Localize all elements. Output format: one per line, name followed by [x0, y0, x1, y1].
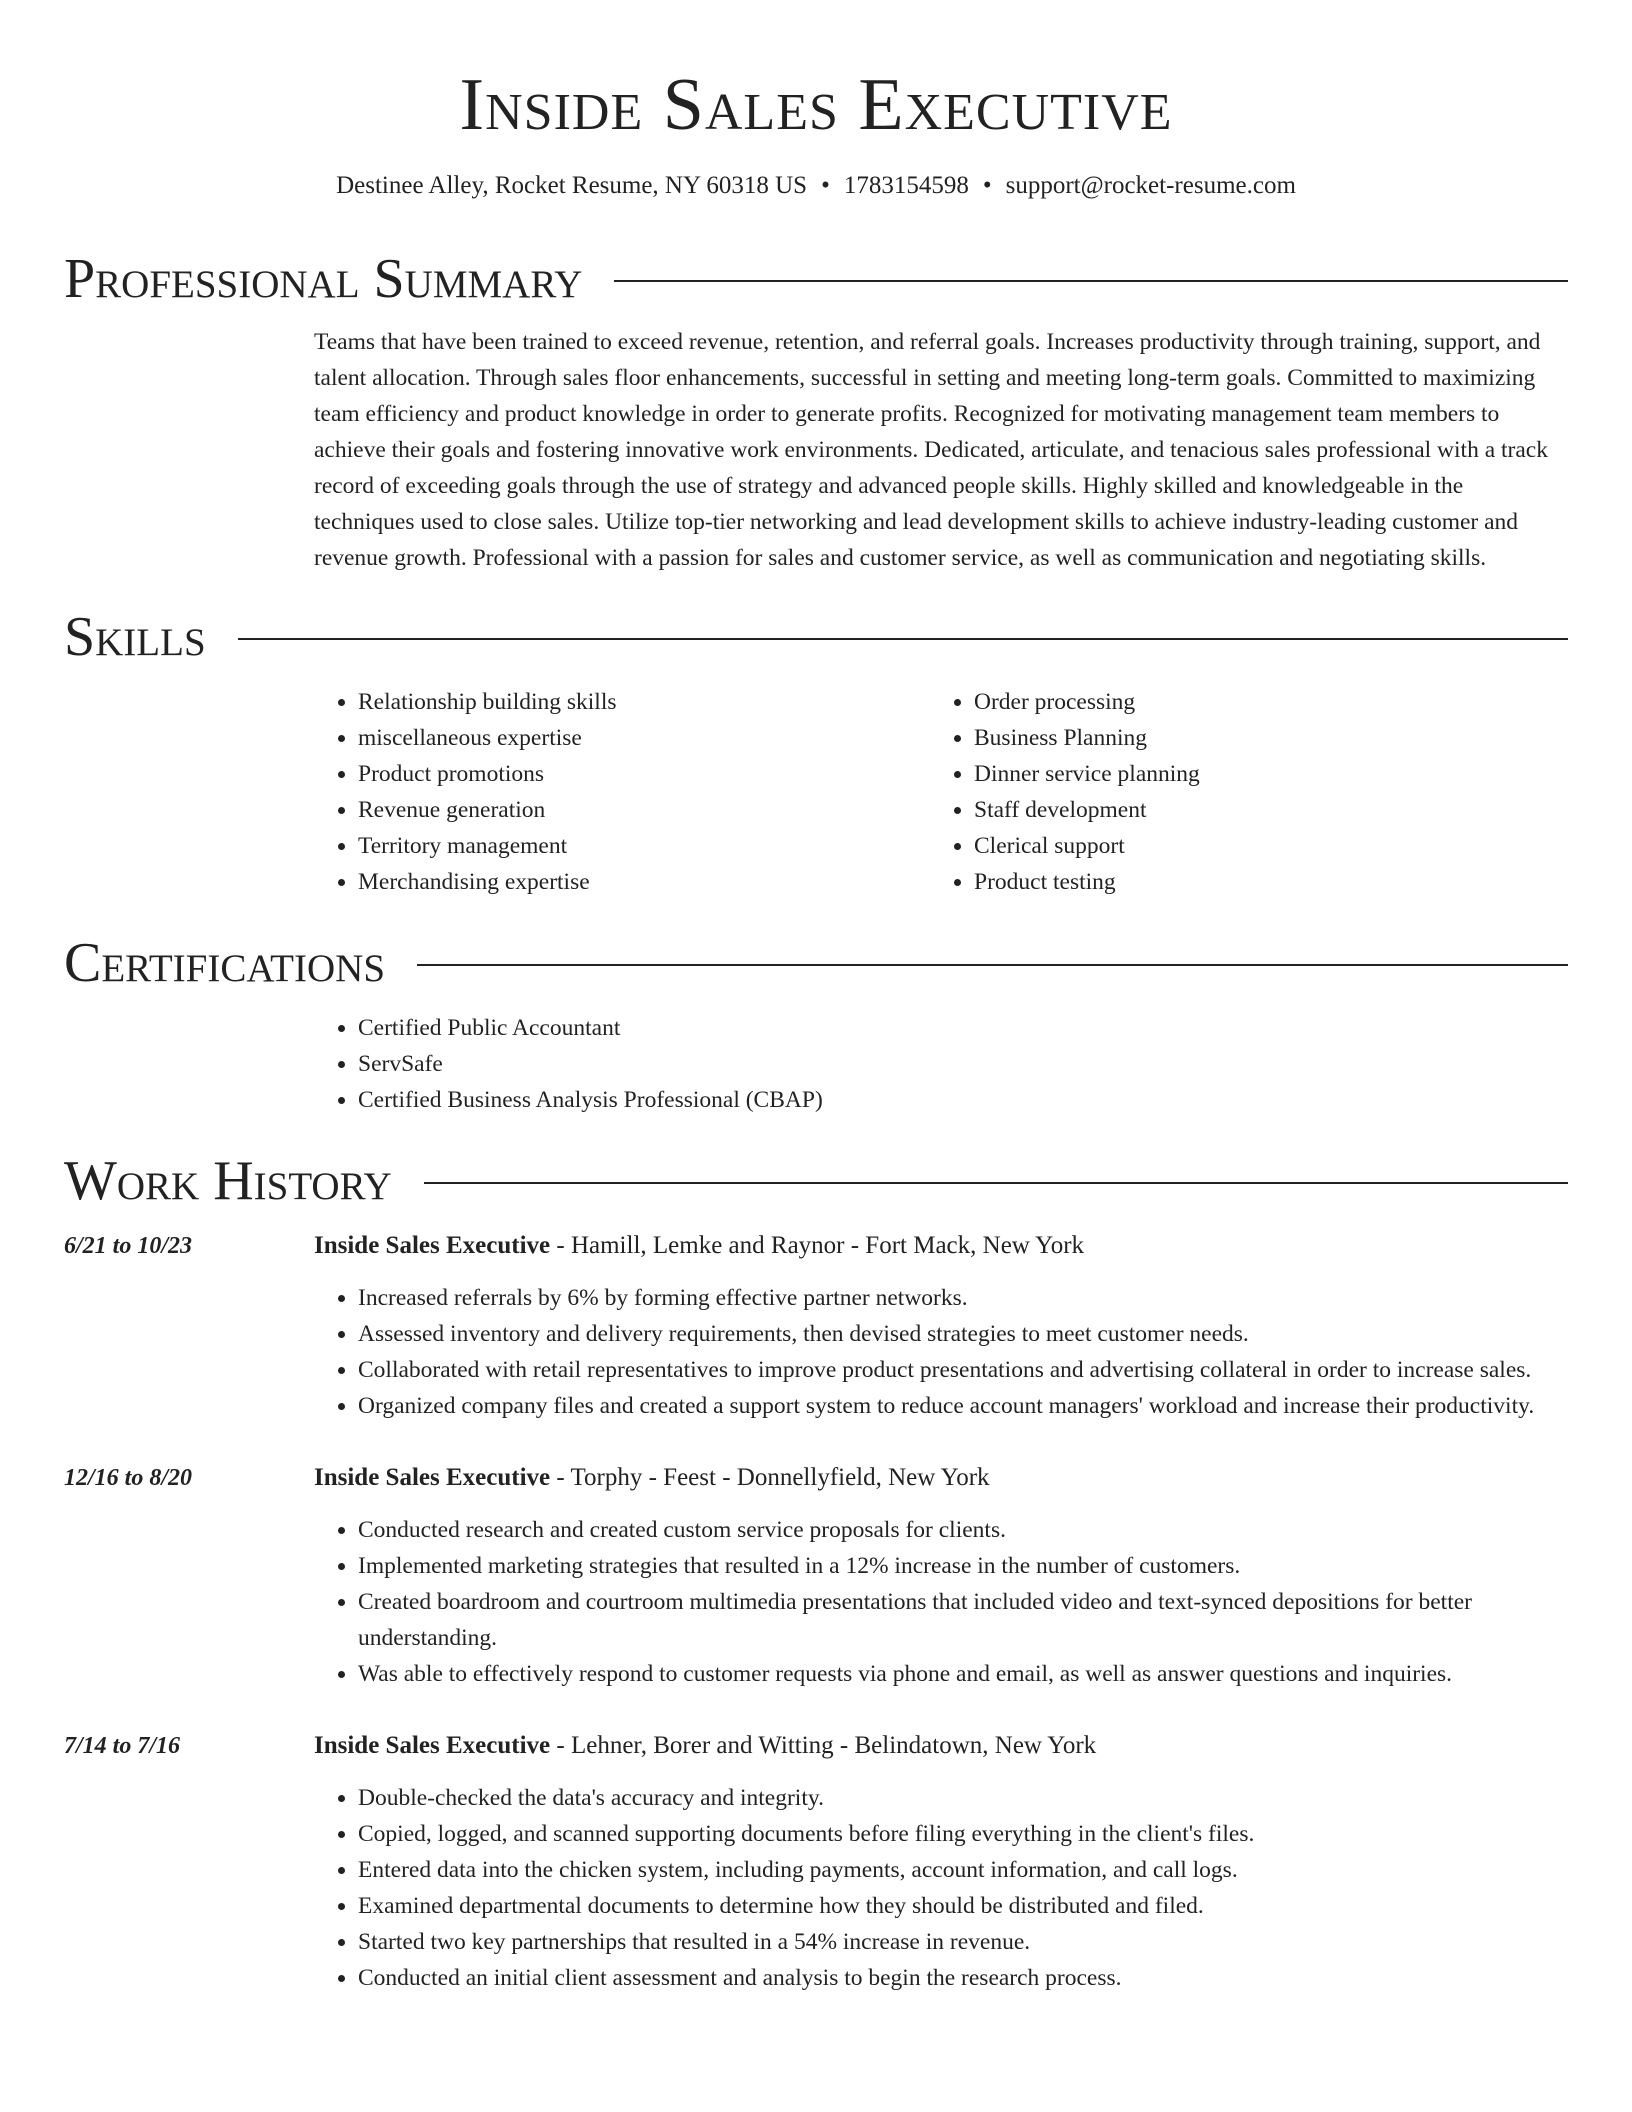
list-item: • Product testing	[974, 864, 1546, 900]
skills-grid	[314, 684, 1568, 900]
job-entry	[64, 1228, 1568, 1424]
skills-column-left	[314, 684, 930, 900]
certifications-body	[314, 1010, 1568, 1118]
section-header	[64, 930, 1568, 996]
contact-address: Destinee Alley, Rocket Resume, NY 60318 US	[336, 172, 808, 199]
list-item: • Entered data into the chicken system, including payments, account information, and call logs.	[358, 1852, 1568, 1888]
list-item: • Staff development	[974, 792, 1546, 828]
list-item: • Conducted an initial client assessment and analysis to begin the research process.	[358, 1960, 1568, 1996]
list-item: • Dinner service planning	[974, 756, 1546, 792]
contact-separator: •	[821, 172, 830, 199]
skills-column-right	[930, 684, 1546, 900]
summary-text: Teams that have been trained to exceed revenue, retention, and referral goals. Increases productivity through training, support, and talent allocation. Through sales floor enhancements, successful in setting and meeting long-term goals. Committed to maximizing team efficiency and product knowledge in order to generate profits. Recognized for motivating management team members to achieve their goals and fostering innovative work environments. Dedicated, articulate, and tenacious sales professional with a track record of exceeding goals through the use of strategy and advanced people skills. Highly skilled and knowledgeable in the techniques used to close sales. Utilize top-tier networking and lead development skills to achieve industry-leading customer and revenue growth. Professional with a passion for sales and customer service, as well as communication and negotiating skills.	[314, 329, 1548, 571]
list-item: • Business Planning	[974, 720, 1546, 756]
job-bullets	[314, 1512, 1568, 1692]
list-item: • Product promotions	[358, 756, 930, 792]
job-details	[314, 1228, 1568, 1424]
job-role: Inside Sales Executive	[314, 1464, 551, 1491]
list-item: • Double-checked the data's accuracy and integrity.	[358, 1780, 1568, 1816]
work-history-section	[64, 1148, 1568, 1996]
list-item: • Copied, logged, and scanned supporting documents before filing everything in the client's files.	[358, 1816, 1568, 1852]
list-item: • Revenue generation	[358, 792, 930, 828]
list-item: • Examined departmental documents to determine how they should be distributed and filed.	[358, 1888, 1568, 1924]
job-details	[314, 1460, 1568, 1692]
section-divider	[424, 1182, 1568, 1184]
section-title-work-history: Work History	[64, 1150, 392, 1212]
job-entry	[64, 1728, 1568, 1996]
list-item: • Territory management	[358, 828, 930, 864]
list-item: • ServSafe	[358, 1046, 1568, 1082]
job-entry	[64, 1460, 1568, 1692]
job-details	[314, 1728, 1568, 1996]
list-item: • Certified Business Analysis Professional (CBAP)	[358, 1082, 1568, 1118]
jobs-list	[64, 1228, 1568, 1996]
job-title-line	[314, 1728, 1568, 1764]
list-item: • Started two key partnerships that resulted in a 54% increase in revenue.	[358, 1924, 1568, 1960]
list-item: • Merchandising expertise	[358, 864, 930, 900]
list-item: • Clerical support	[974, 828, 1546, 864]
skills-section	[64, 604, 1568, 900]
job-bullets	[314, 1280, 1568, 1424]
section-title-skills: Skills	[64, 606, 206, 668]
list-item: • Assessed inventory and delivery requirements, then devised strategies to meet customer needs.	[358, 1316, 1568, 1352]
contact-line	[0, 170, 1632, 202]
list-item: • Order processing	[974, 684, 1546, 720]
contact-email: support@rocket-resume.com	[1005, 172, 1296, 199]
section-divider	[238, 638, 1568, 640]
certifications-section	[64, 930, 1568, 1118]
job-title-line	[314, 1228, 1568, 1264]
list-item: • Created boardroom and courtroom multimedia presentations that included video and text-synced depositions for better understanding.	[358, 1584, 1568, 1656]
job-role: Inside Sales Executive	[314, 1732, 551, 1759]
job-employer: - Torphy - Feest - Donnellyfield, New York	[550, 1464, 990, 1491]
list-item: • Conducted research and created custom service proposals for clients.	[358, 1512, 1568, 1548]
job-dates: 6/21 to 10/23	[64, 1233, 193, 1259]
section-header	[64, 246, 1568, 312]
list-item: • Increased referrals by 6% by forming effective partner networks.	[358, 1280, 1568, 1316]
summary-section	[64, 246, 1568, 576]
job-title-line	[314, 1460, 1568, 1496]
contact-phone: 1783154598	[843, 172, 969, 199]
list-item: • Collaborated with retail representatives to improve product presentations and advertising collateral in order to increase sales.	[358, 1352, 1568, 1388]
job-employer: - Lehner, Borer and Witting - Belindatown, New York	[550, 1732, 1097, 1759]
skills-list-right	[930, 684, 1546, 900]
contact-separator: •	[982, 172, 992, 199]
section-title-summary: Professional Summary	[64, 248, 583, 310]
section-header	[64, 1148, 1568, 1214]
section-header	[64, 604, 1568, 670]
list-item: • miscellaneous expertise	[358, 720, 930, 756]
job-dates: 7/14 to 7/16	[64, 1733, 181, 1759]
job-role: Inside Sales Executive	[314, 1232, 551, 1259]
section-title-certifications: Certifications	[64, 932, 386, 994]
certifications-list	[314, 1010, 1568, 1118]
job-employer: - Hamill, Lemke and Raynor - Fort Mack, New York	[550, 1232, 1085, 1259]
job-bullets	[314, 1780, 1568, 1996]
list-item: • Certified Public Accountant	[358, 1010, 1568, 1046]
list-item: • Relationship building skills	[358, 684, 930, 720]
resume-name: Inside Sales Executive	[459, 64, 1173, 146]
section-divider	[614, 280, 1568, 282]
summary-body	[314, 324, 1568, 576]
list-item: • Implemented marketing strategies that resulted in a 12% increase in the number of customers.	[358, 1548, 1568, 1584]
section-divider	[417, 964, 1568, 966]
list-item: • Was able to effectively respond to customer requests via phone and email, as well as answer questions and inquiries.	[358, 1656, 1568, 1692]
job-dates: 12/16 to 8/20	[64, 1465, 193, 1491]
list-item: • Organized company files and created a support system to reduce account managers' workload and increase their productivity.	[358, 1388, 1568, 1424]
skills-list-left	[314, 684, 930, 900]
